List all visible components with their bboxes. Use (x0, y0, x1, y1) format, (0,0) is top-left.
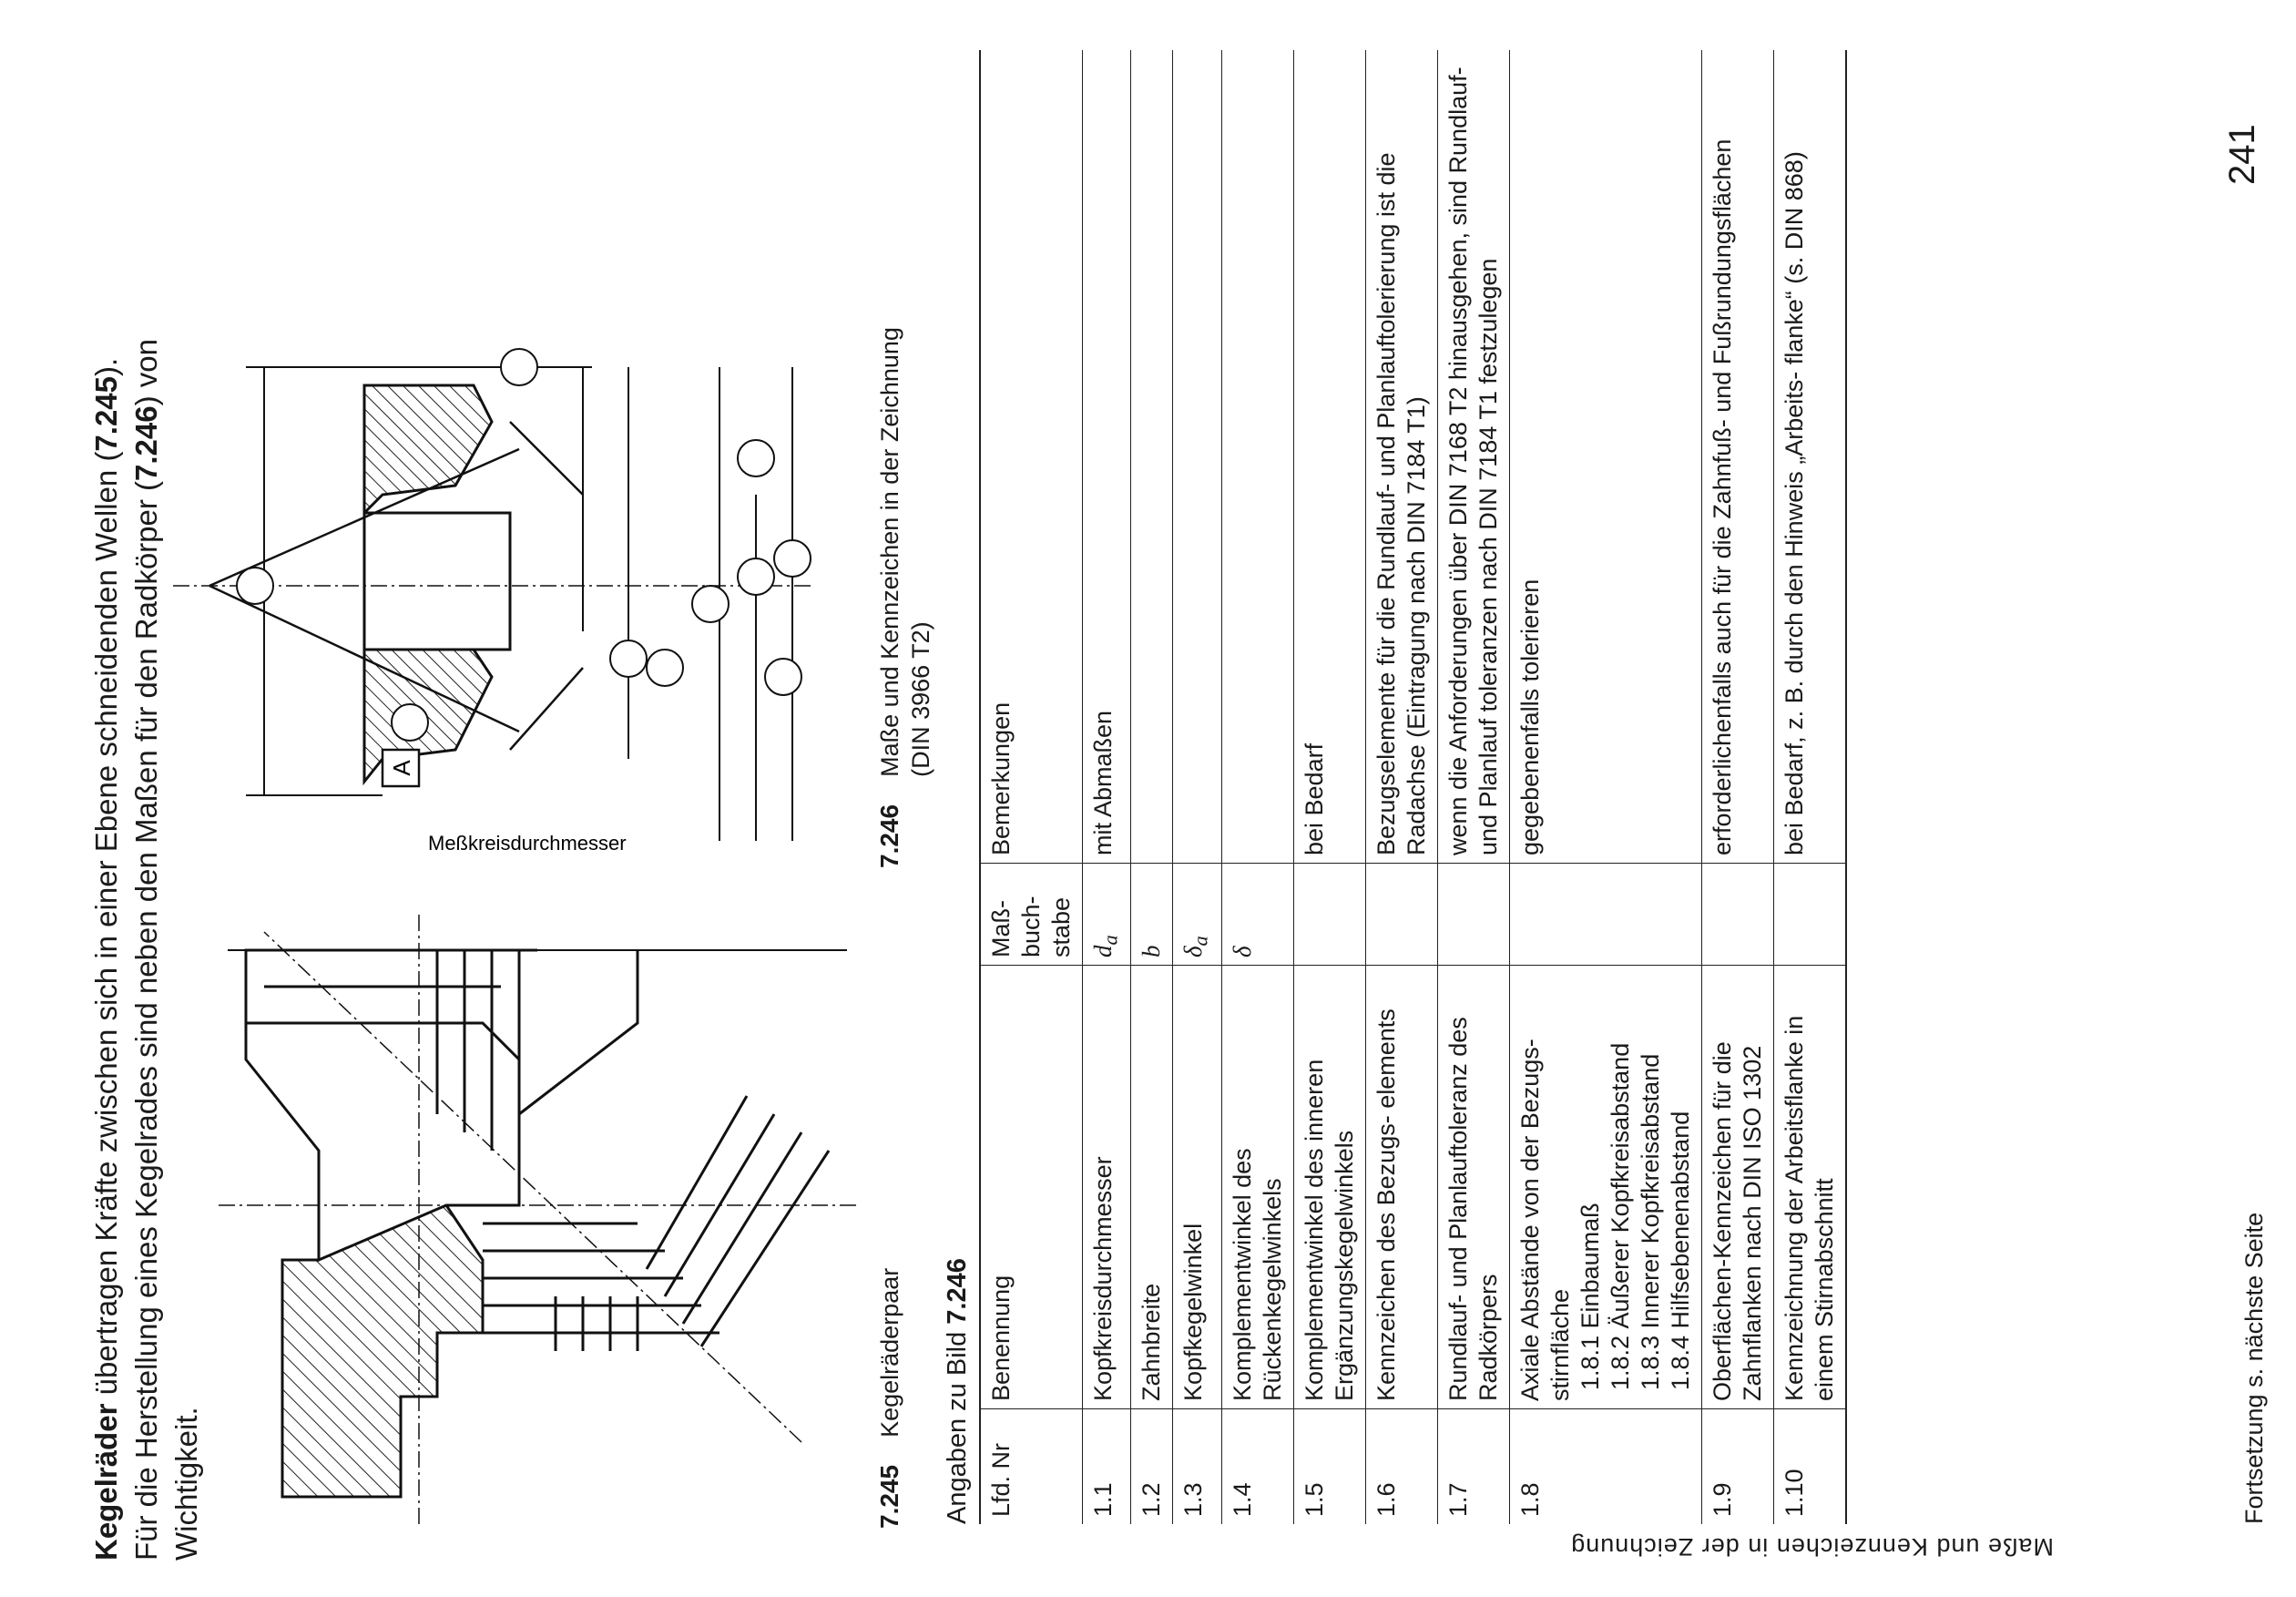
intro-text-1-end: ). (89, 357, 123, 376)
messkreis-label: Meßkreisdurchmesser (428, 832, 627, 855)
row-benennung-text: Kennzeichnung der Arbeitsflanke in einem Stirnabschnitt (1780, 1015, 1838, 1401)
table-row (1509, 50, 1701, 1524)
row-bemerkung: bei Bedarf, z. B. durch den Hinweis „Arbeits- flanke“ (s. DIN 868) (1780, 151, 1808, 855)
row-symbol-letter: d (1089, 945, 1117, 957)
row-nr: 1.3 (1173, 1409, 1221, 1525)
figure-245-caption (874, 1268, 905, 1529)
table-row (1293, 50, 1365, 1524)
row-subitem: 1.8.1 Einbaumaß (1576, 1203, 1604, 1390)
spec-table-body (1083, 50, 1846, 1524)
row-benennung (1509, 966, 1701, 1409)
table-footer: Fortsetzung s. nächste Seite (2240, 1212, 2268, 1524)
row-symbol (1221, 864, 1293, 966)
row-symbol-sub: a (1098, 935, 1122, 946)
side-label-text: Maße und Kennzeichen in der Zeichnung (1570, 1533, 2054, 1561)
row-benennung-text: Rundlauf- und Planlauftoleranz des Radkörpers (1444, 1017, 1502, 1401)
figure-246-standard: (DIN 3966 T2) (907, 621, 934, 777)
header-benennung: Benennung (980, 966, 1083, 1409)
row-symbol-sub: a (1189, 936, 1212, 947)
figure-245-title: Kegelräderpaar (876, 1267, 903, 1438)
row-bemerkung: mit Abmaßen (1089, 710, 1117, 855)
page-number: 241 (2222, 124, 2262, 185)
row-benennung-text: Axiale Abstände von der Bezugs- stirnfläche (1515, 1039, 1574, 1401)
row-nr: 1.10 (1773, 1409, 1846, 1525)
row-symbol-letter: b (1138, 945, 1166, 957)
row-benennung-text: Oberflächen-Kennzeichen für die Zahnflanken nach DIN ISO 1302 (1708, 1041, 1766, 1401)
table-row (1131, 50, 1173, 1524)
header-nr: Lfd. Nr (980, 1409, 1083, 1525)
row-benennung-text: Komplementwinkel des Rückenkegelwinkels (1228, 1148, 1286, 1401)
table-row (1437, 50, 1509, 1524)
spec-table (979, 50, 1846, 1524)
row-benennung-text: Kennzeichen des Bezugs- elements (1372, 1008, 1400, 1401)
row-benennung (1701, 966, 1773, 1409)
row-nr: 1.8 (1509, 1409, 1701, 1525)
bevel-gear-pair-figure (209, 896, 865, 1533)
row-benennung (1131, 966, 1173, 1409)
header-buchstabe: Maß- buch- stabe (980, 864, 1083, 966)
row-benennung-text: Komplementwinkel des inneren Ergänzungskegelwinkels (1300, 1059, 1358, 1401)
row-bemerkung (1131, 50, 1173, 864)
row-bemerkung (1221, 50, 1293, 864)
row-symbol-letter: δ (1179, 946, 1208, 957)
figure-245-number: 7.245 (875, 1464, 903, 1529)
row-bemerkung: gegebenenfalls tolerieren (1515, 578, 1544, 855)
row-bemerkung: wenn die Anforderungen über DIN 7168 T2 hinausgehen, sind Rundlauf- und Planlauf toleranzen nach DIN 7184 T1 festzulegen (1444, 67, 1502, 855)
row-symbol (1293, 864, 1365, 966)
row-nr: 1.1 (1083, 1409, 1131, 1525)
row-benennung (1293, 966, 1365, 1409)
row-subitem: 1.8.3 Innerer Kopfkreisabstand (1636, 1053, 1664, 1390)
figure-246-caption (874, 249, 936, 868)
table-title-ref: 7.246 (943, 1258, 972, 1325)
figure-246-title: Maße und Kennzeichen in der Zeichnung (876, 327, 903, 777)
row-bemerkung: bei Bedarf (1300, 742, 1328, 855)
header-bemerkungen: Bemerkungen (987, 701, 1015, 855)
intro-text-1: übertragen Kräfte zwischen sich in einer Ebene schneidenden Wellen ( (89, 451, 123, 1404)
row-nr: 1.6 (1365, 1409, 1437, 1525)
row-benennung-text: Zahnbreite (1138, 1283, 1166, 1401)
row-benennung (1437, 966, 1509, 1409)
intro-text-3: Wichtigkeit. (169, 1407, 203, 1561)
row-symbol (1701, 864, 1773, 966)
table-row (1773, 50, 1846, 1524)
row-nr: 1.2 (1131, 1409, 1173, 1525)
table-title (943, 1258, 973, 1524)
table-row (1173, 50, 1221, 1524)
row-subitem: 1.8.2 Äußerer Kopfkreisabstand (1606, 1042, 1634, 1390)
datum-label: A (388, 760, 415, 776)
table-side-label (979, 1524, 2227, 1561)
table-row (1365, 50, 1437, 1524)
row-benennung (1083, 966, 1131, 1409)
figure-246-number: 7.246 (875, 804, 903, 868)
row-symbol (1173, 864, 1221, 966)
row-nr: 1.9 (1701, 1409, 1773, 1525)
row-symbol (1365, 864, 1437, 966)
row-bemerkung: Bezugselemente für die Rundlauf- und Planlauftolerierung ist die Radachse (Eintragung nach DIN 7184 T1) (1372, 152, 1430, 855)
row-benennung (1365, 966, 1437, 1409)
row-benennung-text: Kopfkreisdurchmesser (1089, 1156, 1117, 1401)
row-symbol (1773, 864, 1846, 966)
row-subitem: 1.8.4 Hilfsebenenabstand (1666, 1111, 1694, 1390)
table-row (1221, 50, 1293, 1524)
row-symbol-letter: δ (1228, 946, 1256, 957)
intro-text-2-end: ) von (129, 339, 163, 406)
row-symbol (1437, 864, 1509, 966)
row-bemerkung (1173, 50, 1221, 864)
row-symbol (1509, 864, 1701, 966)
table-row (1083, 50, 1131, 1524)
table-row (1701, 50, 1773, 1524)
intro-lead: Kegelräder (89, 1403, 123, 1561)
intro-ref-246: 7.246 (129, 405, 163, 481)
row-symbol (1131, 864, 1173, 966)
row-nr: 1.5 (1293, 1409, 1365, 1525)
row-benennung (1773, 966, 1846, 1409)
intro-ref-245: 7.245 (89, 375, 123, 452)
row-benennung-text: Kopfkegelwinkel (1179, 1223, 1208, 1401)
intro-text-2: Für die Herstellung eines Kegelrades sind neben den Maßen für den Radkörper ( (129, 480, 163, 1561)
row-benennung (1221, 966, 1293, 1409)
row-bemerkung: erforderlichenfalls auch für die Zahnfuß- und Fußrundungsflächen (1708, 138, 1736, 855)
row-symbol (1083, 864, 1131, 966)
row-nr: 1.7 (1437, 1409, 1509, 1525)
row-nr: 1.4 (1221, 1409, 1293, 1525)
bevel-gear-dimension-figure (155, 57, 856, 877)
table-title-prefix: Angaben zu Bild (943, 1324, 972, 1524)
row-benennung (1173, 966, 1221, 1409)
